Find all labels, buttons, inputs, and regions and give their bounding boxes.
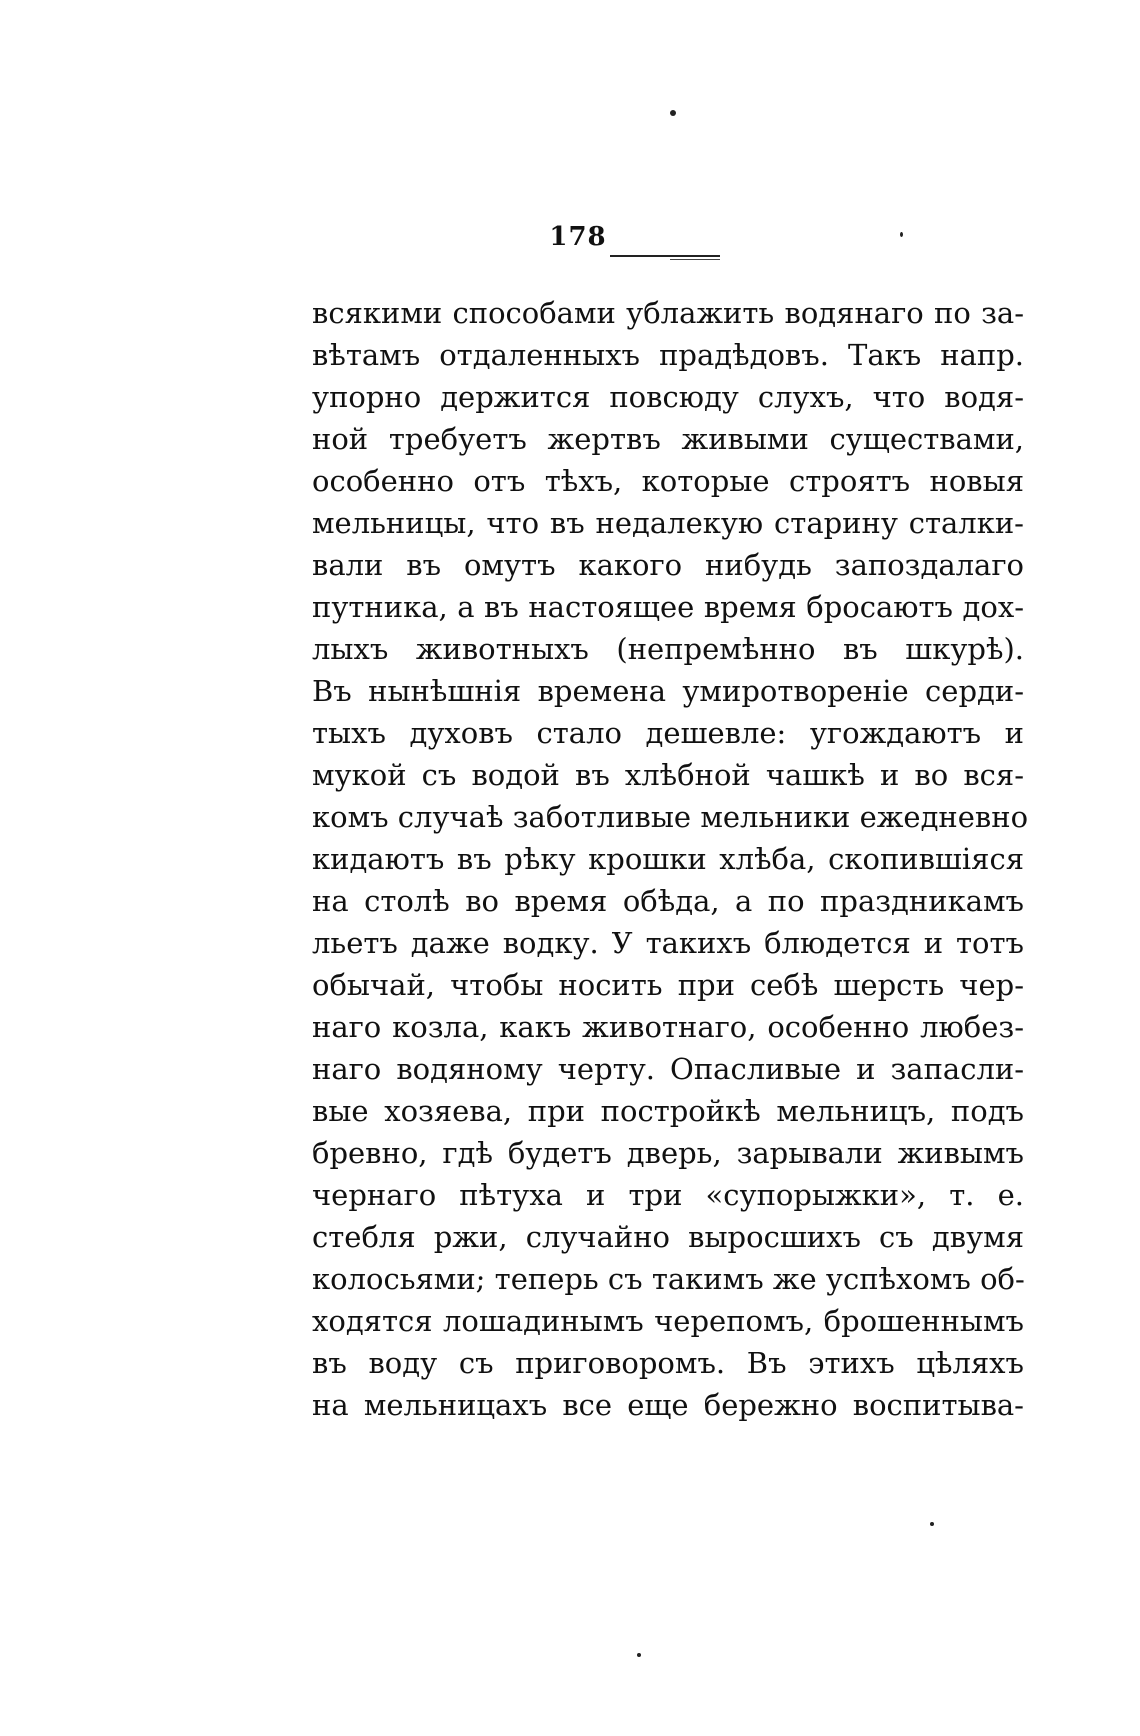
text-line: ходятся лошадинымъ черепомъ, брошеннымъ (312, 1304, 1024, 1338)
text-line: упорно держится повсюду слухъ, что водя- (312, 380, 1024, 414)
text-line: всякими способами ублажить водянаго по за- (312, 296, 1024, 330)
text-line: бревно, гдѣ будетъ дверь, зарывали живымъ (312, 1136, 1024, 1170)
scan-speck (900, 232, 903, 237)
text-line: лыхъ животныхъ (непремѣнно въ шкурѣ). (312, 632, 1024, 666)
text-line: особенно отъ тѣхъ, которые строятъ новыя (312, 464, 1024, 498)
text-line: наго козла, какъ животнаго, особенно любез- (312, 1010, 1024, 1044)
text-line: на столѣ во время обѣда, а по праздникамъ (312, 884, 1024, 918)
body-text (312, 292, 1029, 1426)
text-line: мельницы, что въ недалекую старину сталки- (312, 506, 1024, 540)
text-line: вые хозяева, при постройкѣ мельницъ, подъ (312, 1094, 1024, 1128)
text-line: льетъ даже водку. У такихъ блюдется и тотъ (312, 926, 1024, 960)
text-line: кидаютъ въ рѣку крошки хлѣба, скопившіяся (312, 842, 1024, 876)
text-line: обычай, чтобы носить при себѣ шерсть чер- (312, 968, 1024, 1002)
scan-speck (670, 110, 676, 116)
scan-speck (930, 1522, 934, 1526)
text-line: въ воду съ приговоромъ. Въ этихъ цѣляхъ (312, 1346, 1024, 1380)
text-line: мукой съ водой въ хлѣбной чашкѣ и во вся- (312, 758, 1024, 792)
text-line: вѣтамъ отдаленныхъ прадѣдовъ. Такъ напр. (312, 338, 1024, 372)
page-number: 178 (549, 222, 607, 252)
text-line: комъ случаѣ заботливые мельники ежедневно (312, 800, 1029, 834)
text-line: вали въ омутъ какого нибудь запоздалаго (312, 548, 1024, 582)
page-number-rule (610, 255, 720, 257)
scan-speck (637, 1653, 641, 1657)
text-line: Въ нынѣшнія времена умиротвореніе серди- (312, 674, 1024, 708)
text-line: колосьями; теперь съ такимъ же успѣхомъ об- (312, 1262, 1025, 1296)
text-line: ной требуетъ жертвъ живыми существами, (312, 422, 1024, 456)
text-line: стебля ржи, случайно выросшихъ съ двумя (312, 1220, 1024, 1254)
text-line: наго водяному черту. Опасливые и запасли- (312, 1052, 1024, 1086)
text-line: тыхъ духовъ стало дешевле: угождаютъ и (312, 716, 1024, 750)
text-line: чернаго пѣтуха и три «супорыжки», т. е. (312, 1178, 1024, 1212)
text-line: на мельницахъ все еще бережно воспитыва- (312, 1388, 1024, 1422)
text-line: путника, а въ настоящее время бросаютъ дох- (312, 590, 1024, 624)
